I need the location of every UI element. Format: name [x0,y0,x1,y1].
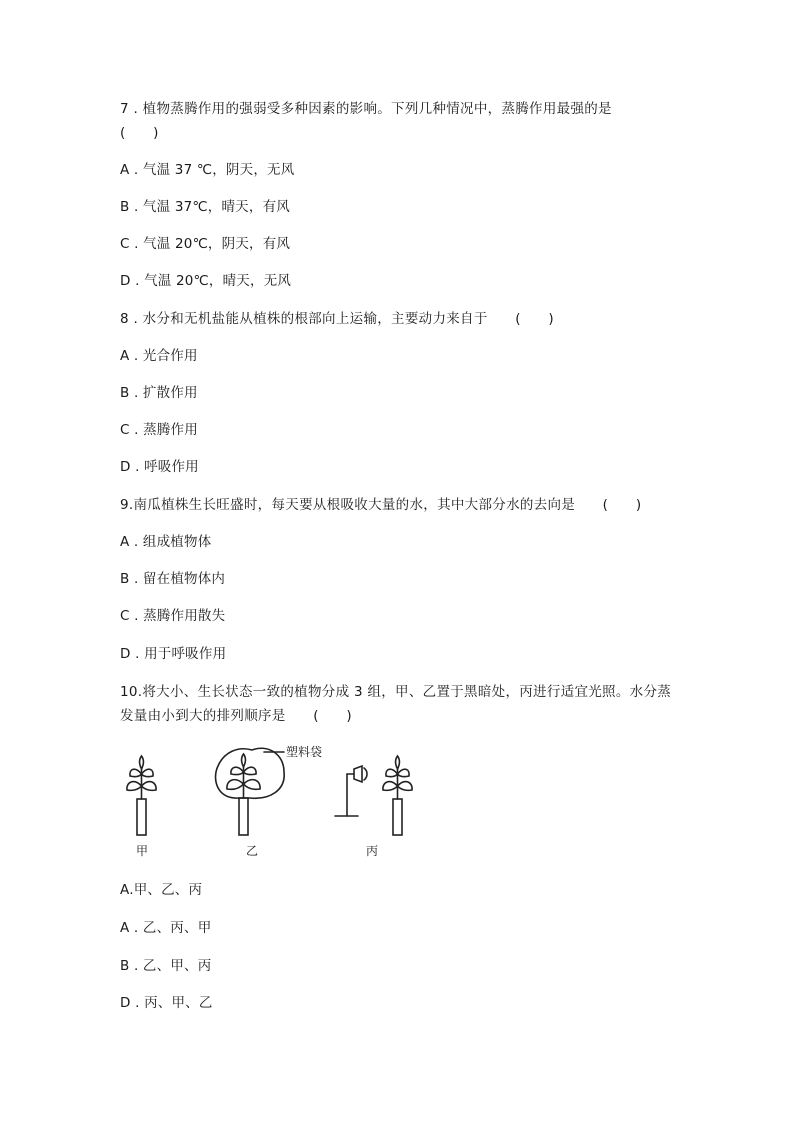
question-7-option-c: C . 气温 20℃，阴天，有风 [120,236,291,252]
caption-bing: 丙 [366,844,379,858]
question-8-option-d: D . 呼吸作用 [120,459,199,475]
question-9-stem: 9.南瓜植株生长旺盛时，每天要从根吸收大量的水，其中大部分水的去向是 ( ) [120,497,642,513]
question-9-option-a: A . 组成植物体 [120,534,212,550]
question-10-option-4: D . 丙、甲、乙 [120,995,213,1011]
question-7-stem-line-2: ( ) [120,125,159,141]
question-10-stem-line-1: 10.将大小、生长状态一致的植物分成 3 组，甲、乙置于黑暗处，丙进行适宜光照。水分蒸 [120,684,672,700]
question-10-stem-line-2: 发量由小到大的排列顺序是 ( ) [120,708,352,724]
question-7-option-d: D . 气温 20℃，晴天，无风 [120,273,292,289]
plant-diagram [118,738,428,863]
question-7-option-b: B . 气温 37℃，晴天，有风 [120,199,290,215]
question-9-option-c: C . 蒸腾作用散失 [120,608,226,624]
question-8-option-c: C . 蒸腾作用 [120,422,198,438]
plant-jia-icon [127,756,156,835]
plastic-bag-label: 塑料袋 [286,745,323,759]
question-7-stem-line-1: 7 . 植物蒸腾作用的强弱受多种因素的影响。下列几种情况中，蒸腾作用最强的是 [120,101,612,117]
question-8-option-a: A . 光合作用 [120,348,198,364]
caption-yi: 乙 [246,844,259,858]
question-7-option-a: A . 气温 37 ℃，阴天，无风 [120,162,295,178]
question-10-option-1: A.甲、乙、丙 [120,882,203,898]
question-9-option-b: B . 留在植物体内 [120,571,226,587]
caption-jia: 甲 [136,844,149,858]
question-8-stem: 8 . 水分和无机盐能从植株的根部向上运输，主要动力来自于 ( ) [120,311,554,327]
plant-bing-icon [383,756,412,835]
experiment-figure [118,738,428,863]
question-8-option-b: B . 扩散作用 [120,385,198,401]
question-10-option-2: A . 乙、丙、甲 [120,920,212,936]
lamp-icon [335,766,367,816]
question-9-option-d: D . 用于呼吸作用 [120,646,227,662]
question-10-option-3: B . 乙、甲、丙 [120,958,212,974]
plant-yi-icon [216,748,285,835]
